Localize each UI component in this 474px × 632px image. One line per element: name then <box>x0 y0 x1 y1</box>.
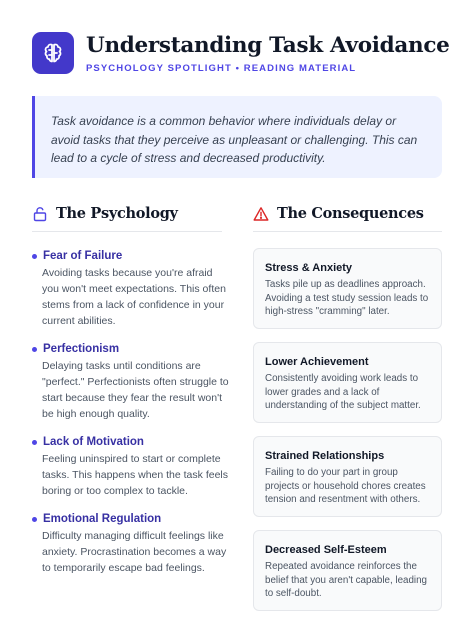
consequences-heading <box>253 204 442 232</box>
list-item-title: Perfectionism <box>43 343 120 355</box>
page-title: Understanding Task Avoidance <box>86 33 450 58</box>
card-text: Consistently avoiding work leads to lower grades and a lack of understanding of the subject matter. <box>265 373 421 411</box>
consequence-card <box>253 342 442 423</box>
psychology-list <box>32 249 230 589</box>
consequences-heading-text: The Consequences <box>277 205 424 222</box>
page-subtitle: PSYCHOLOGY SPOTLIGHT • READING MATERIAL <box>86 63 357 74</box>
card-title: Strained Relationships <box>265 450 385 462</box>
card-title: Lower Achievement <box>265 356 369 368</box>
card-text: Repeated avoidance reinforces the belief that you aren't capable, leading to self-doubt. <box>265 561 428 599</box>
bullet-icon <box>32 347 37 352</box>
list-item <box>32 512 230 576</box>
list-item-text: Avoiding tasks because you're afraid you won't meet expectations. This often stems from a lack of confidence in your current abilities. <box>42 267 226 327</box>
card-text: Tasks pile up as deadlines approach. Avoiding a test study session leads to high-stress "cramming" later. <box>265 279 429 317</box>
consequences-list <box>253 248 442 624</box>
header <box>32 32 454 76</box>
list-item <box>32 342 230 422</box>
intro-callout <box>32 96 442 178</box>
logo <box>32 32 74 74</box>
list-item-title: Fear of Failure <box>43 250 123 262</box>
bullet-icon <box>32 517 37 522</box>
card-text: Failing to do your part in group projects or household chores creates tension and resentment with others. <box>265 467 426 505</box>
warning-triangle-icon <box>253 206 269 222</box>
list-item-text: Feeling uninspired to start or complete tasks. This happens when the task feels boring or too complex to tackle. <box>42 453 228 497</box>
list-item-title: Emotional Regulation <box>43 513 162 525</box>
list-item-title: Lack of Motivation <box>43 436 144 448</box>
psychology-heading <box>32 204 222 232</box>
psychology-heading-text: The Psychology <box>56 205 178 222</box>
lock-open-icon <box>32 206 48 222</box>
list-item-text: Difficulty managing difficult feelings like anxiety. Procrastination becomes a way to temporarily escape bad feelings. <box>42 530 227 574</box>
bullet-icon <box>32 254 37 259</box>
intro-text: Task avoidance is a common behavior where individuals delay or avoid tasks that they perceive as unpleasant or challenging. This can lead to a cycle of stress and decreased productivity. <box>51 114 418 165</box>
consequence-card <box>253 436 442 517</box>
list-item <box>32 435 230 499</box>
list-item-text: Delaying tasks until conditions are "perfect." Perfectionists often struggle to start because they fear the result won't be high enough quality. <box>42 360 229 420</box>
card-title: Stress & Anxiety <box>265 262 353 274</box>
bullet-icon <box>32 440 37 445</box>
consequence-card <box>253 248 442 329</box>
brain-icon <box>41 41 65 65</box>
list-item <box>32 249 230 329</box>
card-title: Decreased Self-Esteem <box>265 544 387 556</box>
consequence-card <box>253 530 442 611</box>
